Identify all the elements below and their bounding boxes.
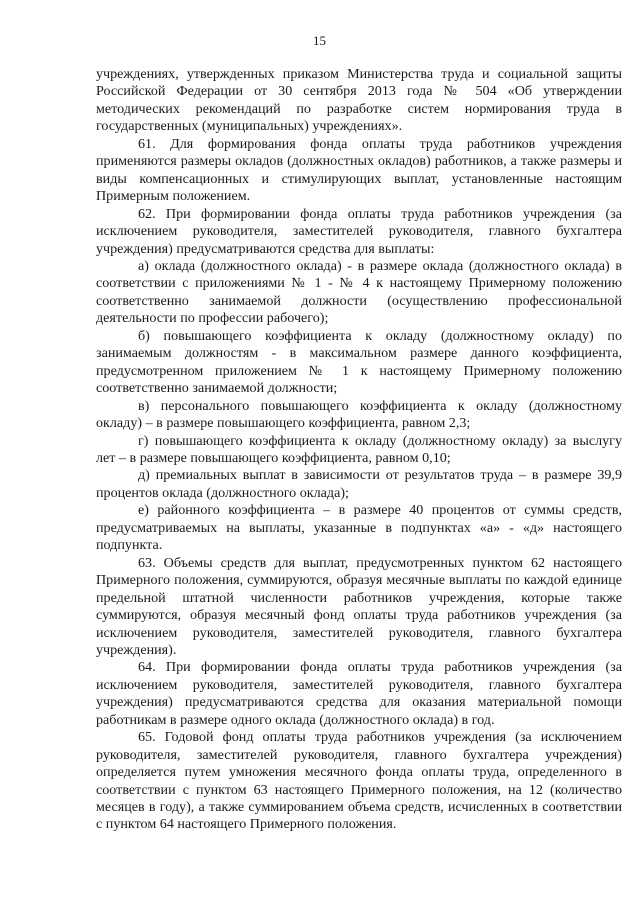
paragraph: д) премиальных выплат в зависимости от результатов труда – в размере 39,9 процентов оклада (должностного оклада); xyxy=(96,467,622,501)
paragraph: в) персонального повышающего коэффициента к окладу (должностному окладу) – в размере повышающего коэффициента, равном 2,3; xyxy=(96,397,622,432)
paragraph: г) повышающего коэффициента к окладу (должностному окладу) за выслугу лет – в размере повышающего коэффициента, равном 0,10; xyxy=(96,432,622,466)
paragraph: учреждениях, утвержденных приказом Министерства труда и социальной защиты Российской Федерации от 30 сентября 2013 года № 504 «Об утверждении методических рекомендаций по разработке систем нормирования труда в государственных (муниципальных) учреждениях». xyxy=(96,66,622,135)
paragraph: 64. При формировании фонда оплаты труда работников учреждения (за исключением руководителя, заместителей руководителя, главного бухгалтера учреждения) предусматриваются средства для оказания материальной помощи работникам в размере одного оклада (должностного оклада) в год. xyxy=(96,659,622,728)
document-body xyxy=(96,66,622,834)
paragraph: е) районного коэффициента – в размере 40 процентов от суммы средств, предусматриваемых на выплаты, указанные в подпунктах «а» - «д» настоящего подпункта. xyxy=(96,502,622,554)
paragraph: 62. При формировании фонда оплаты труда работников учреждения (за исключением руководителя, заместителей руководителя, главного бухгалтера учреждения) предусматриваются средства для выплаты: xyxy=(96,205,622,257)
paragraph: а) оклада (должностного оклада) - в размере оклада (должностного оклада) в соответствии с приложениями № 1 - № 4 к настоящему Примерному положению соответственно занимаемой должности (осуществлению профессиональной деятельности по профессии рабочего); xyxy=(96,257,622,327)
page-number: 15 xyxy=(313,33,326,48)
paragraph: 63. Объемы средств для выплат, предусмотренных пунктом 62 настоящего Примерного положения, суммируются, образуя месячные выплаты по каждой единице предельной штатной численности работников учреждения, которые также суммируются, образуя месячный фонд оплаты труда работников учреждения (за исключением руководителя, заместителей руководителя, главного бухгалтера учреждения). xyxy=(96,554,622,658)
paragraph: б) повышающего коэффициента к окладу (должностному окладу) по занимаемым должностям - в максимальном размере данного коэффициента, предусмотренном приложением № 1 к настоящему Примерному положению соответственно занимаемой должности; xyxy=(96,327,622,397)
paragraph: 65. Годовой фонд оплаты труда работников учреждения (за исключением руководителя, заместителей руководителя, главного бухгалтера учреждения) определяется путем умножения месячного фонда оплаты труда, определенного в соответствии с пунктом 63 настоящего Примерного положения, на 12 (количество месяцев в году), а также суммированием объема средств, исчисленных в соответствии с пунктом 64 настоящего Примерного положения. xyxy=(96,729,622,833)
paragraph: 61. Для формирования фонда оплаты труда работников учреждения применяются размеры окладов (должностных окладов) работников, а также размеры и виды компенсационных и стимулирующих выплат, установленные настоящим Примерным положением. xyxy=(96,135,622,205)
